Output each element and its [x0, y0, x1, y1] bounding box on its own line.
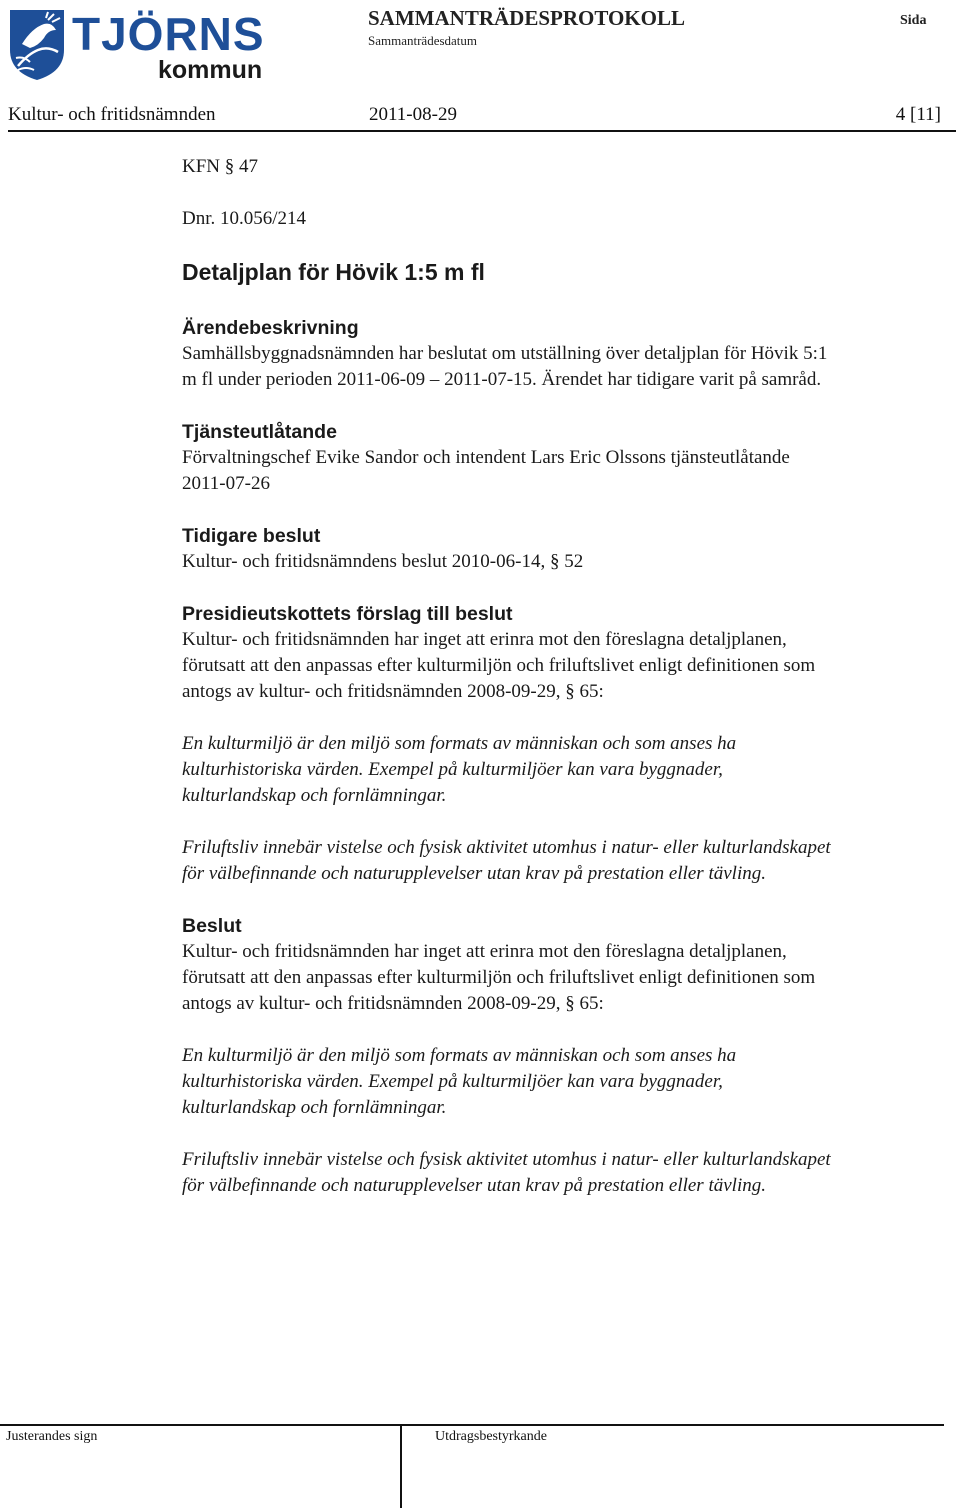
presidieutskottet-line: Kultur- och fritidsnämnden har inget att erinra mot den föreslagna detaljplanen,	[182, 629, 787, 650]
presidieutskottet-line: antogs av kultur- och fritidsnämnden 2008-09-29, § 65:	[182, 681, 604, 702]
footer-divider	[0, 1424, 944, 1426]
tidigare-beslut-text: Kultur- och fritidsnämndens beslut 2010-06-14, § 52	[182, 551, 584, 572]
paragraph-id: KFN § 47	[182, 156, 259, 177]
logo-subtext: kommun	[158, 56, 263, 82]
document-title: SAMMANTRÄDESPROTOKOLL	[368, 6, 685, 30]
beslut-kulturmiljo-line: En kulturmiljö är den miljö som formats av människan och som anses ha	[182, 1045, 737, 1066]
page-label: Sida	[900, 13, 927, 28]
meeting-date: 2011-08-29	[369, 104, 457, 125]
beslut-kulturmiljo-line: kulturlandskap och fornlämningar.	[182, 1097, 447, 1118]
friluftsliv-definition-line: Friluftsliv innebär vistelse och fysisk aktivitet utomhus i natur- eller kulturlandskapet	[182, 837, 831, 858]
kulturmiljo-definition-line: En kulturmiljö är den miljö som formats av människan och som anses ha	[182, 733, 737, 754]
justerandes-sign-label: Justerandes sign	[6, 1429, 98, 1444]
beslut-line: antogs av kultur- och fritidsnämnden 2008-09-29, § 65:	[182, 993, 604, 1014]
tjansteutlatande-heading: Tjänsteutlåtande	[182, 421, 337, 443]
arendebeskrivning-heading: Ärendebeskrivning	[182, 317, 359, 339]
section-title: Detaljplan för Hövik 1:5 m fl	[182, 259, 485, 285]
utdragsbestyrkande-label: Utdragsbestyrkande	[435, 1429, 547, 1444]
beslut-friluftsliv-line: Friluftsliv innebär vistelse och fysisk aktivitet utomhus i natur- eller kulturlandskapet	[182, 1149, 831, 1170]
beslut-kulturmiljo-line: kulturhistoriska värden. Exempel på kulturmiljöer kan vara byggnader,	[182, 1071, 723, 1092]
footer-column-divider	[400, 1426, 402, 1508]
arendebeskrivning-line: Samhällsbyggnadsnämnden har beslutat om utställning över detaljplan för Hövik 5:1	[182, 343, 828, 364]
header-divider	[8, 130, 956, 132]
logo-wordmark: TJÖRNS	[72, 8, 265, 60]
coat-of-arms-icon	[8, 6, 270, 82]
kulturmiljo-definition-line: kulturlandskap och fornlämningar.	[182, 785, 447, 806]
tjorns-kommun-logo	[8, 6, 270, 82]
beslut-line: förutsatt att den anpassas efter kulturmiljön och friluftslivet enligt definitionen som	[182, 967, 816, 988]
page-number: 4 [11]	[895, 104, 941, 125]
beslut-heading: Beslut	[182, 915, 242, 937]
presidieutskottet-line: förutsatt att den anpassas efter kulturmiljön och friluftslivet enligt definitionen som	[182, 655, 816, 676]
kulturmiljo-definition-line: kulturhistoriska värden. Exempel på kulturmiljöer kan vara byggnader,	[182, 759, 723, 780]
committee-name: Kultur- och fritidsnämnden	[8, 104, 216, 125]
beslut-line: Kultur- och fritidsnämnden har inget att erinra mot den föreslagna detaljplanen,	[182, 941, 787, 962]
friluftsliv-definition-line: för välbefinnande och naturupplevelser utan krav på prestation eller tävling.	[182, 863, 766, 884]
arendebeskrivning-line: m fl under perioden 2011-06-09 – 2011-07-15. Ärendet har tidigare varit på samråd.	[182, 369, 822, 390]
tjansteutlatande-line: Förvaltningschef Evike Sandor och intendent Lars Eric Olssons tjänsteutlåtande	[182, 447, 790, 468]
dnr: Dnr. 10.056/214	[182, 208, 307, 229]
presidieutskottet-heading: Presidieutskottets förslag till beslut	[182, 603, 513, 625]
meeting-date-label: Sammanträdesdatum	[368, 33, 478, 48]
tidigare-beslut-heading: Tidigare beslut	[182, 525, 321, 547]
beslut-friluftsliv-line: för välbefinnande och naturupplevelser utan krav på prestation eller tävling.	[182, 1175, 766, 1196]
tjansteutlatande-line: 2011-07-26	[182, 473, 270, 494]
